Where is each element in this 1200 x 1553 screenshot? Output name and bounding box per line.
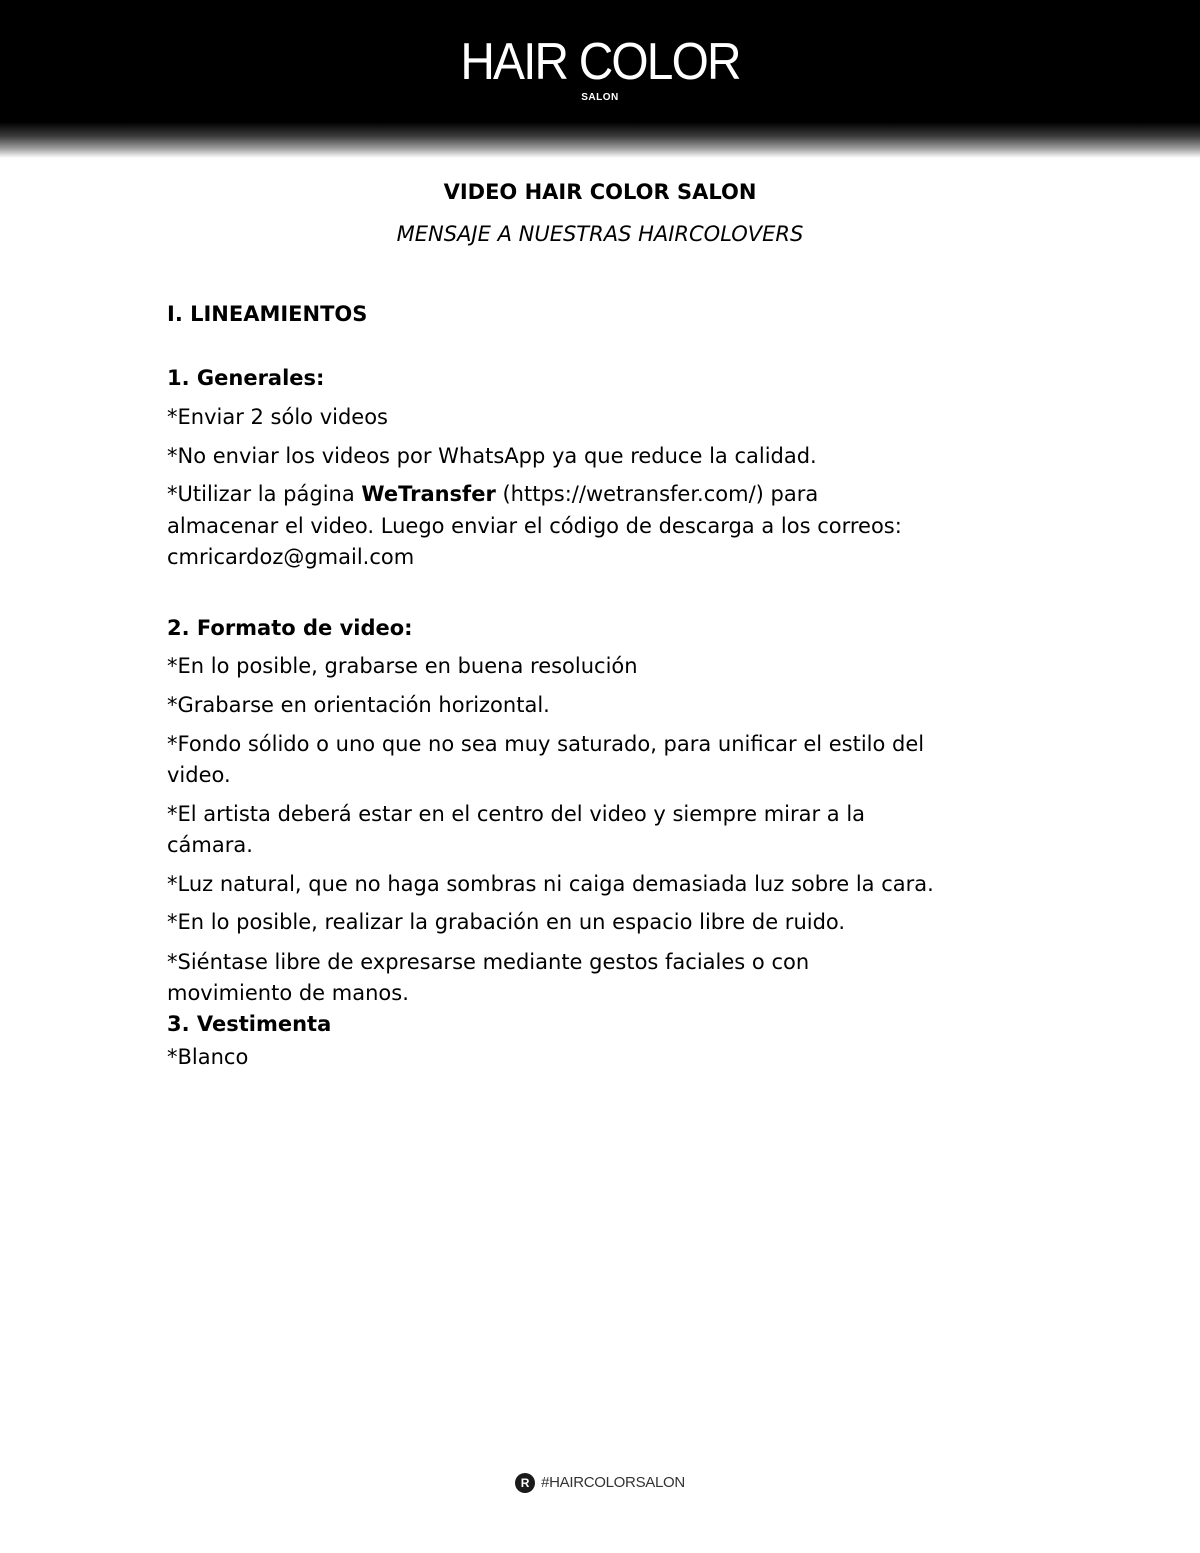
document-title: VIDEO HAIR COLOR SALON <box>443 180 757 204</box>
formato-item-1: *En lo posible, grabarse en buena resolución <box>167 654 638 678</box>
document-subtitle: MENSAJE A NUESTRAS HAIRCOLOVERS <box>396 222 804 246</box>
formato-item-3-line-2: video. <box>167 763 231 787</box>
contact-email: cmricardoz@gmail.com <box>167 545 415 569</box>
generales-item-3-prefix: *Utilizar la página <box>167 482 362 506</box>
formato-item-3-line-1: *Fondo sólido o uno que no sea muy saturado, para unificar el estilo del <box>167 732 925 756</box>
logo-subtitle: SALON <box>581 92 619 103</box>
vestimenta-heading: 3. Vestimenta <box>167 1012 332 1036</box>
formato-item-2: *Grabarse en orientación horizontal. <box>167 693 550 717</box>
generales-item-2: *No enviar los videos por WhatsApp ya que reduce la calidad. <box>167 444 817 468</box>
formato-item-7-line-1: *Siéntase libre de expresarse mediante gestos faciales o con <box>167 950 810 974</box>
wetransfer-label: WeTransfer <box>361 482 496 506</box>
generales-item-1: *Enviar 2 sólo videos <box>167 405 389 429</box>
logo-wordmark: HAIR COLOR <box>460 33 740 91</box>
formato-item-5: *Luz natural, que no haga sombras ni caiga demasiada luz sobre la cara. <box>167 872 934 896</box>
formato-item-7-line-2: movimiento de manos. <box>167 981 409 1005</box>
generales-item-3-line-2: almacenar el video. Luego enviar el código de descarga a los correos: <box>167 514 902 538</box>
formato-item-4-line-2: cámara. <box>167 833 253 857</box>
generales-heading: 1. Generales: <box>167 366 325 390</box>
section-heading: I. LINEAMIENTOS <box>167 302 368 326</box>
footer-hashtag: #HAIRCOLORSALON <box>541 1474 685 1492</box>
formato-heading: 2. Formato de video: <box>167 616 413 640</box>
generales-item-3-suffix: (https://wetransfer.com/) para <box>495 482 819 506</box>
instagram-icon: R <box>515 1473 535 1493</box>
generales-item-3-line-1 <box>167 479 818 510</box>
formato-item-4-line-1: *El artista deberá estar en el centro del video y siempre mirar a la <box>167 802 866 826</box>
brand-logo <box>0 34 1200 104</box>
page-footer <box>0 1471 1200 1495</box>
page-header <box>0 0 1200 158</box>
vestimenta-item-1: *Blanco <box>167 1045 249 1069</box>
formato-item-6: *En lo posible, realizar la grabación en un espacio libre de ruido. <box>167 910 846 934</box>
